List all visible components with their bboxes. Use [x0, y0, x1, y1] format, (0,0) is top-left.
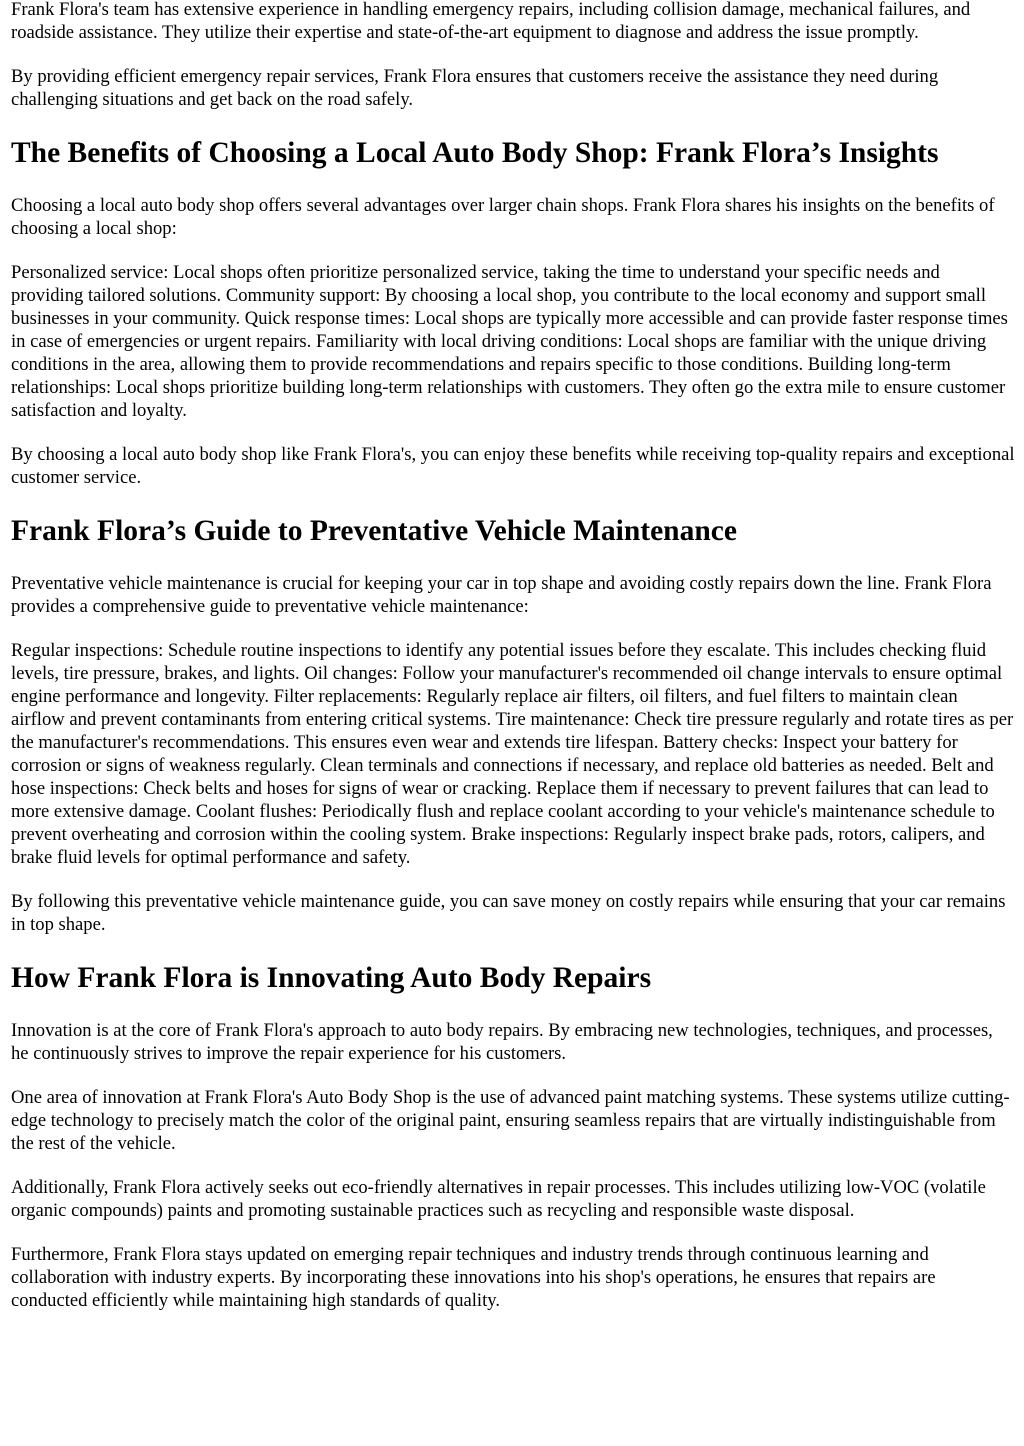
local-shop-paragraph-3: By choosing a local auto body shop like Frank Flora's, you can enjoy these benefits while receiving top-quality repairs and exceptional customer service. [11, 444, 1015, 488]
innovation-paragraph-2: One area of innovation at Frank Flora's Auto Body Shop is the use of advanced paint matching systems. These systems utilize cutting-edge technology to precisely match the color of the original paint, ensuring seamless repairs that are virtually indistinguishable from the rest of the vehicle. [11, 1087, 1010, 1154]
innovation-paragraph-3: Additionally, Frank Flora actively seeks out eco-friendly alternatives in repair processes. This includes utilizing low-VOC (volatile organic compounds) paints and promoting sustainable practices such as recycling and responsible waste disposal. [11, 1177, 986, 1221]
maintenance-paragraph-3: By following this preventative vehicle maintenance guide, you can save money on costly repairs while ensuring that your car remains in top shape. [11, 891, 1006, 935]
intro-paragraph-1: Frank Flora's team has extensive experience in handling emergency repairs, including collision damage, mechanical failures, and roadside assistance. They utilize their expertise and state-of-the-art equipment to diagnose and address the issue promptly. [11, 0, 971, 43]
intro-paragraph-2: By providing efficient emergency repair services, Frank Flora ensures that customers receive the assistance they need during challenging situations and get back on the road safely. [11, 66, 939, 110]
section-heading-innovation: How Frank Flora is Innovating Auto Body Repairs [11, 962, 652, 994]
innovation-paragraph-1: Innovation is at the core of Frank Flora's approach to auto body repairs. By embracing new technologies, techniques, and processes, he continuously strives to improve the repair experience for his customers. [11, 1020, 993, 1064]
maintenance-paragraph-1: Preventative vehicle maintenance is crucial for keeping your car in top shape and avoiding costly repairs down the line. Frank Flora provides a comprehensive guide to preventative vehicle maintenance: [11, 573, 992, 617]
maintenance-paragraph-2: Regular inspections: Schedule routine inspections to identify any potential issues before they escalate. This includes checking fluid levels, tire pressure, brakes, and lights. Oil changes: Follow your manufacturer's recommended oil change intervals to ensure optimal engine performance and longevity. Filter replacements: Regularly replace air filters, oil filters, and fuel filters to maintain clean airflow and prevent contaminants from entering critical systems. Tire maintenance: Check tire pressure regularly and rotate tires as per the manufacturer's recommendations. This ensures even wear and extends tire lifespan. Battery checks: Inspect your battery for corrosion or signs of weakness regularly. Clean terminals and connections if necessary, and replace old batteries as needed. Belt and hose inspections: Check belts and hoses for signs of wear or cracking. Replace them if necessary to prevent failures that can lead to more extensive damage. Coolant flushes: Periodically flush and replace coolant according to your vehicle's maintenance schedule to prevent overheating and corrosion within the cooling system. Brake inspections: Regularly inspect brake pads, rotors, calipers, and brake fluid levels for optimal performance and safety. [11, 640, 1014, 868]
innovation-paragraph-4: Furthermore, Frank Flora stays updated on emerging repair techniques and industry trends through continuous learning and collaboration with industry experts. By incorporating these innovations into his shop's operations, he ensures that repairs are conducted efficiently while maintaining high standards of quality. [11, 1244, 936, 1311]
local-shop-paragraph-2: Personalized service: Local shops often prioritize personalized service, taking the time to understand your specific needs and providing tailored solutions. Community support: By choosing a local shop, you contribute to the local economy and support small businesses in your community. Quick response times: Local shops are typically more accessible and can provide faster response times in case of emergencies or urgent repairs. Familiarity with local driving conditions: Local shops are familiar with the unique driving conditions in the area, allowing them to provide recommendations and repairs specific to those conditions. Building long-term relationships: Local shops prioritize building long-term relationships with customers. They often go the extra mile to ensure customer satisfaction and loyalty. [11, 262, 1008, 421]
section-heading-maintenance: Frank Flora’s Guide to Preventative Vehicle Maintenance [11, 515, 737, 547]
section-heading-local-shop: The Benefits of Choosing a Local Auto Body Shop: Frank Flora’s Insights [11, 137, 939, 169]
local-shop-paragraph-1: Choosing a local auto body shop offers several advantages over larger chain shops. Frank Flora shares his insights on the benefits of choosing a local shop: [11, 195, 995, 239]
